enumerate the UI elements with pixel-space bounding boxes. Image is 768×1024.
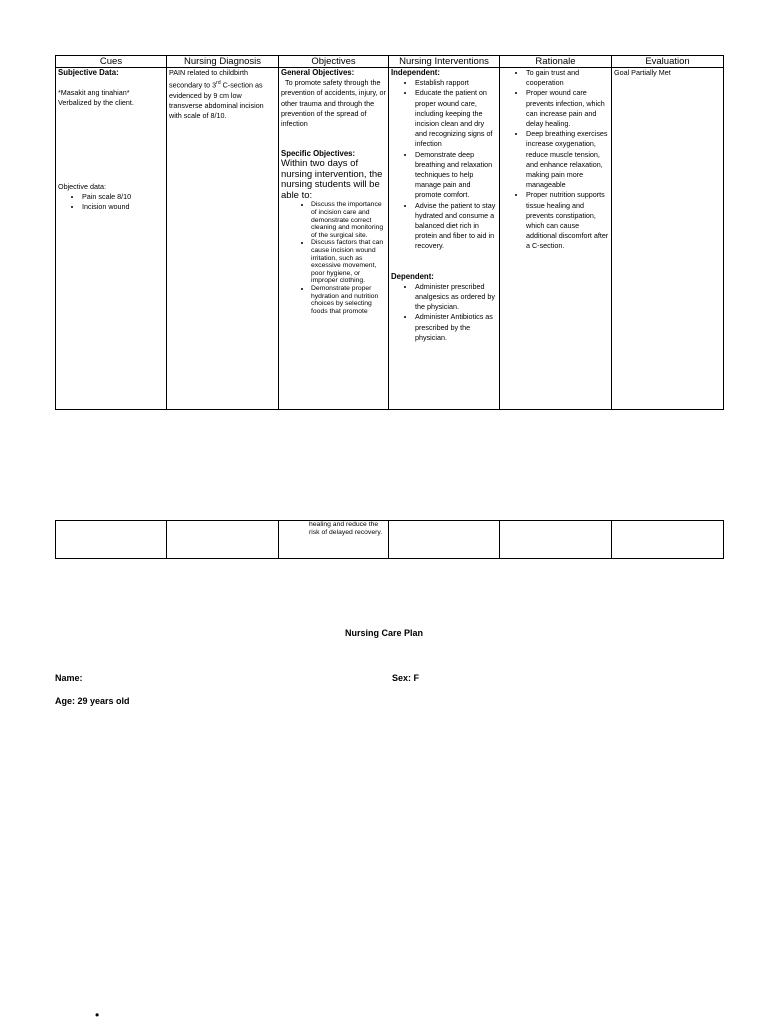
objective-item: • Incision wound — [82, 202, 164, 212]
header-row — [56, 56, 724, 68]
diagnosis-text-a: PAIN related to childbirth secondary to 3 — [169, 68, 248, 90]
independent-item: • Educate the patient on proper wound care, including keeping the incision clean and dry and recognizing signs of infection — [415, 88, 497, 149]
continued-cues-cell — [56, 521, 167, 559]
dependent-item: • Administer prescribed analgesics as ordered by the physician. — [415, 282, 497, 313]
independent-item: • Advise the patient to stay hydrated and consume a balanced diet rich in protein and fiber to aid in recovery. — [415, 201, 497, 252]
header-cues: Cues — [56, 56, 167, 68]
sex-label: Sex: F — [392, 673, 420, 683]
diagnosis-cell — [167, 68, 279, 410]
header-diagnosis: Nursing Diagnosis — [167, 56, 279, 68]
objective-item: • Pain scale 8/10 — [82, 192, 164, 202]
continued-interventions-cell — [389, 521, 500, 559]
specific-objectives-heading: Specific Objectives: — [281, 149, 356, 159]
cues-cell — [56, 68, 167, 410]
subjective-heading: Subjective Data: — [58, 68, 119, 77]
specific-objective-item: • Discuss the importance of incision care and demonstrate correct cleaning and monitoring of the surgical site. — [311, 201, 386, 239]
independent-item: • Establish rapport — [415, 78, 497, 88]
dependent-list — [391, 282, 497, 343]
general-objectives-heading: General Objectives: — [281, 68, 355, 77]
dependent-item: • Administer Antibiotics as prescribed by the physician. — [415, 312, 497, 343]
evaluation-cell — [612, 68, 724, 410]
general-objectives-text: To promote safety through the prevention of accidents, injury, or other trauma and through the prevention of the spread of infection — [281, 78, 386, 129]
specific-objective-item: • Demonstrate proper hydration and nutrition choices by selecting foods that promote — [311, 285, 386, 315]
specific-objectives-intro: Within two days of nursing intervention, the nursing students will be able to: — [281, 158, 383, 201]
subjective-text: *Masakit ang tinahian* Verbalized by the client. — [58, 88, 134, 108]
header-evaluation: Evaluation — [612, 56, 724, 68]
continued-objective-text: healing and reduce the risk of delayed recovery. — [309, 521, 383, 536]
specific-objective-item: • Discuss factors that can cause incision wound irritation, such as excessive movement, poor hygiene, or improper clothing. — [311, 239, 386, 285]
name-label: Name: — [55, 673, 83, 683]
rationale-item: • Deep breathing exercises increase oxygenation, reduce muscle tension, and enhance relaxation, making pain more manageable — [526, 129, 609, 190]
continued-row — [56, 521, 724, 559]
page-title: Nursing Care Plan — [344, 628, 424, 638]
dependent-heading: Dependent: — [391, 271, 434, 281]
diagnosis-sup: rd — [216, 80, 221, 87]
interventions-cell — [389, 68, 500, 410]
rationale-cell — [500, 68, 612, 410]
care-plan-table-continued — [55, 520, 724, 559]
objective-heading: Objective data: — [58, 181, 106, 191]
header-rationale: Rationale — [500, 56, 612, 68]
rationale-item: • Proper nutrition supports tissue healing and prevents constipation, which can cause additional discomfort after a C-section. — [526, 190, 609, 251]
independent-heading: Independent: — [391, 68, 440, 77]
rationale-item: • Proper wound care prevents infection, which can increase pain and delay healing. — [526, 88, 609, 129]
specific-objectives-list — [281, 201, 386, 315]
age-label: Age: 29 years old — [55, 696, 130, 706]
rationale-item: • To gain trust and cooperation — [526, 68, 609, 88]
continued-evaluation-cell — [612, 521, 724, 559]
bullet-icon: • — [95, 1008, 100, 1022]
independent-list — [391, 78, 497, 251]
continued-diagnosis-cell — [167, 521, 279, 559]
care-plan-table — [55, 55, 724, 410]
diagnosis-text-b: C-section as evidenced by 9 cm low transverse abdominal incision with scale of 8/10. — [169, 80, 264, 121]
continued-rationale-cell — [500, 521, 612, 559]
objectives-cell — [279, 68, 389, 410]
content-row — [56, 68, 724, 410]
header-objectives: Objectives — [279, 56, 389, 68]
continued-objectives-cell — [279, 521, 389, 559]
header-interventions: Nursing Interventions — [389, 56, 500, 68]
evaluation-text: Goal Partially Met — [614, 68, 671, 77]
independent-item: • Demonstrate deep breathing and relaxation techniques to help manage pain and promote comfort. — [415, 150, 497, 201]
objective-list — [58, 192, 164, 212]
rationale-list — [502, 68, 609, 252]
